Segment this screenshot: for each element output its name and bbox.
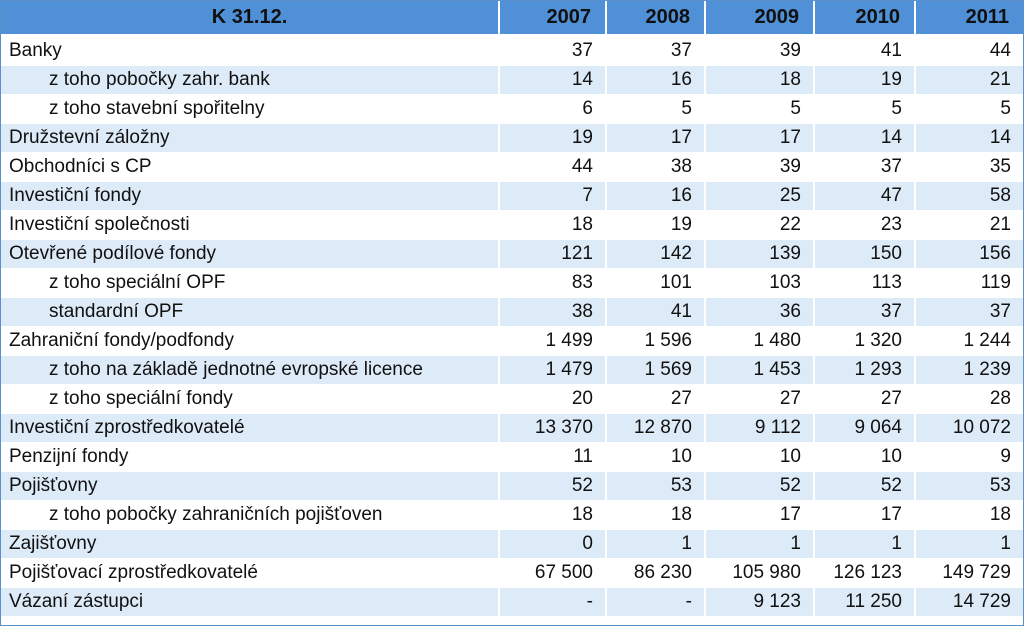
row-label: Družstevní záložny [1,123,500,152]
cell-2008: 142 [607,239,706,268]
cell-2008: 41 [607,297,706,326]
cell-2007: 38 [500,297,607,326]
cell-2010: 47 [815,181,916,210]
cell-2011: 21 [916,65,1023,94]
header-year-2011: 2011 [916,1,1023,36]
cell-2007: 121 [500,239,607,268]
table-row [1,239,1023,268]
row-label: Penzijní fondy [1,442,500,471]
cell-2010: 5 [815,94,916,123]
cell-2007: 0 [500,529,607,558]
cell-2011: 18 [916,500,1023,529]
institutions-table [1,1,1023,616]
cell-2008: 16 [607,65,706,94]
table-row [1,529,1023,558]
cell-2009: 52 [706,471,815,500]
cell-2008: 12 870 [607,413,706,442]
cell-2008: 86 230 [607,558,706,587]
row-label: Pojišťovny [1,471,500,500]
cell-2010: 17 [815,500,916,529]
cell-2010: 1 293 [815,355,916,384]
cell-2011: 9 [916,442,1023,471]
cell-2010: 126 123 [815,558,916,587]
cell-2008: 10 [607,442,706,471]
cell-2010: 1 [815,529,916,558]
row-label: Investiční fondy [1,181,500,210]
cell-2009: 105 980 [706,558,815,587]
table-row [1,181,1023,210]
cell-2007: - [500,587,607,616]
cell-2009: 139 [706,239,815,268]
row-label: Banky [1,36,500,65]
cell-2010: 41 [815,36,916,65]
cell-2011: 156 [916,239,1023,268]
table-row [1,500,1023,529]
cell-2009: 1 480 [706,326,815,355]
cell-2009: 39 [706,36,815,65]
cell-2008: 1 569 [607,355,706,384]
cell-2010: 23 [815,210,916,239]
header-year-2008: 2008 [607,1,706,36]
cell-2010: 150 [815,239,916,268]
cell-2009: 25 [706,181,815,210]
cell-2009: 27 [706,384,815,413]
row-label: Zajišťovny [1,529,500,558]
cell-2008: 1 596 [607,326,706,355]
cell-2008: 101 [607,268,706,297]
cell-2008: 27 [607,384,706,413]
cell-2010: 19 [815,65,916,94]
table-row [1,297,1023,326]
cell-2011: 10 072 [916,413,1023,442]
cell-2011: 149 729 [916,558,1023,587]
cell-2007: 14 [500,65,607,94]
table-row [1,94,1023,123]
cell-2010: 14 [815,123,916,152]
cell-2007: 6 [500,94,607,123]
cell-2007: 67 500 [500,558,607,587]
cell-2009: 17 [706,123,815,152]
table-row [1,413,1023,442]
cell-2009: 5 [706,94,815,123]
cell-2007: 1 499 [500,326,607,355]
cell-2008: - [607,587,706,616]
table-row [1,65,1023,94]
cell-2008: 37 [607,36,706,65]
cell-2010: 52 [815,471,916,500]
table-row [1,355,1023,384]
cell-2007: 1 479 [500,355,607,384]
cell-2007: 18 [500,500,607,529]
cell-2011: 14 729 [916,587,1023,616]
cell-2010: 1 320 [815,326,916,355]
cell-2007: 11 [500,442,607,471]
cell-2011: 14 [916,123,1023,152]
row-label: z toho pobočky zahraničních pojišťoven [1,500,500,529]
cell-2009: 39 [706,152,815,181]
table-row [1,152,1023,181]
table-row [1,471,1023,500]
row-label: Zahraniční fondy/podfondy [1,326,500,355]
table-row [1,558,1023,587]
cell-2009: 18 [706,65,815,94]
cell-2010: 113 [815,268,916,297]
cell-2011: 21 [916,210,1023,239]
cell-2008: 19 [607,210,706,239]
table-row [1,268,1023,297]
cell-2008: 38 [607,152,706,181]
cell-2011: 35 [916,152,1023,181]
row-label: Investiční společnosti [1,210,500,239]
cell-2007: 44 [500,152,607,181]
cell-2009: 1 453 [706,355,815,384]
cell-2008: 17 [607,123,706,152]
cell-2011: 1 [916,529,1023,558]
row-label: Obchodníci s CP [1,152,500,181]
cell-2007: 13 370 [500,413,607,442]
header-year-2010: 2010 [815,1,916,36]
cell-2010: 27 [815,384,916,413]
cell-2007: 20 [500,384,607,413]
cell-2008: 18 [607,500,706,529]
cell-2010: 11 250 [815,587,916,616]
cell-2009: 17 [706,500,815,529]
cell-2011: 37 [916,297,1023,326]
cell-2008: 5 [607,94,706,123]
row-label: z toho speciální OPF [1,268,500,297]
cell-2011: 1 244 [916,326,1023,355]
row-label: Vázaní zástupci [1,587,500,616]
cell-2009: 9 112 [706,413,815,442]
cell-2011: 44 [916,36,1023,65]
cell-2007: 83 [500,268,607,297]
cell-2007: 52 [500,471,607,500]
cell-2009: 9 123 [706,587,815,616]
cell-2008: 1 [607,529,706,558]
header-date-label: K 31.12. [1,1,500,36]
cell-2008: 16 [607,181,706,210]
cell-2007: 19 [500,123,607,152]
table-row [1,36,1023,65]
row-label: standardní OPF [1,297,500,326]
cell-2011: 5 [916,94,1023,123]
table-row [1,384,1023,413]
cell-2011: 119 [916,268,1023,297]
header-year-2009: 2009 [706,1,815,36]
row-label: z toho speciální fondy [1,384,500,413]
cell-2010: 37 [815,152,916,181]
cell-2010: 9 064 [815,413,916,442]
cell-2007: 37 [500,36,607,65]
table-row [1,210,1023,239]
row-label: Investiční zprostředkovatelé [1,413,500,442]
cell-2011: 58 [916,181,1023,210]
cell-2009: 10 [706,442,815,471]
cell-2007: 7 [500,181,607,210]
row-label: z toho na základě jednotné evropské licence [1,355,500,384]
cell-2011: 1 239 [916,355,1023,384]
cell-2010: 10 [815,442,916,471]
cell-2007: 18 [500,210,607,239]
cell-2009: 103 [706,268,815,297]
table-row [1,442,1023,471]
row-label: Pojišťovací zprostředkovatelé [1,558,500,587]
header-row [1,1,1023,36]
table-row [1,326,1023,355]
cell-2009: 1 [706,529,815,558]
cell-2009: 36 [706,297,815,326]
table-row [1,587,1023,616]
row-label: Otevřené podílové fondy [1,239,500,268]
cell-2009: 22 [706,210,815,239]
row-label: z toho pobočky zahr. bank [1,65,500,94]
cell-2010: 37 [815,297,916,326]
cell-2011: 53 [916,471,1023,500]
cell-2011: 28 [916,384,1023,413]
table-row [1,123,1023,152]
row-label: z toho stavební spořitelny [1,94,500,123]
header-year-2007: 2007 [500,1,607,36]
cell-2008: 53 [607,471,706,500]
